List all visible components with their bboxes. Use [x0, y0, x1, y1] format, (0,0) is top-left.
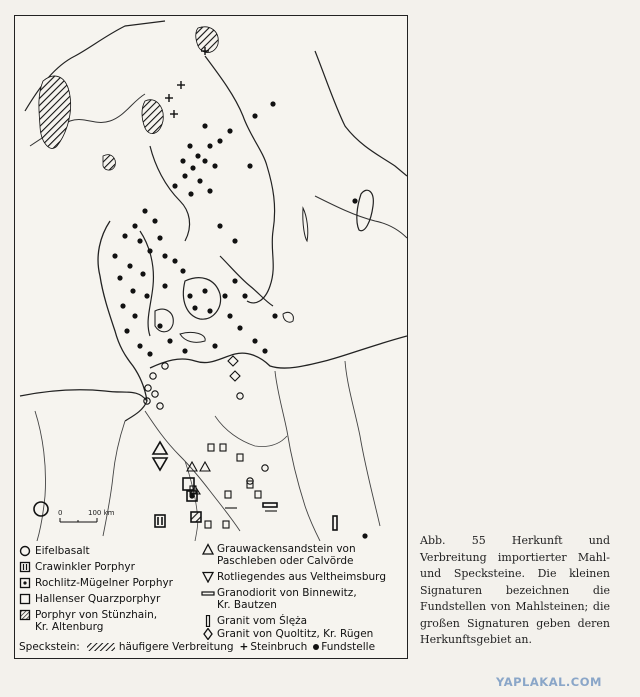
sweden-coast-east — [205, 56, 275, 303]
horizontal-bar-icon — [201, 587, 215, 599]
scale-bar — [60, 518, 97, 522]
figure-caption: Abb. 55 Herkunft und Verbreitung importierter Mahl- und Specksteine. Die kleinen Signaturen bezeichnen die Fundstellen von Mahlsteinen; die großen Signaturen geben deren Herkunftsgebiet an. — [420, 534, 610, 646]
river-weser — [103, 421, 125, 536]
rotliegendes-origin — [153, 458, 167, 470]
square-icon — [19, 593, 33, 605]
speckstein-cross-entry: + Steinbruch — [239, 641, 308, 653]
legend-eifelbasalt: Eifelbasalt — [19, 545, 90, 557]
soapstone-area-1 — [39, 76, 71, 148]
scale-zero-label: 0 — [58, 509, 63, 517]
river-havel — [215, 416, 287, 447]
soapstone-area-3 — [196, 27, 219, 53]
watermark: YAPLAKAL.COM — [496, 675, 602, 689]
crawinkler-origin — [155, 515, 165, 527]
legend-hallenser: Hallenser Quarzporphyr — [19, 593, 160, 605]
square-dot-icon — [19, 577, 33, 589]
jutland-east — [140, 231, 153, 336]
legend-grauwacke: Grauwackensandstein von Paschleben oder Calvörde — [201, 543, 356, 567]
scale-100-label: 100 km — [88, 509, 115, 517]
north-sea-coast — [20, 390, 147, 421]
funen — [155, 309, 173, 332]
cross-icon: + — [239, 641, 249, 653]
soapstone-area-4 — [103, 155, 115, 170]
square-hatch-icon — [19, 609, 33, 621]
soapstone-area-2 — [142, 100, 163, 134]
speckstein-hatch-entry: häufigere Verbreitung — [86, 641, 234, 653]
diamond-icon — [201, 628, 215, 640]
speckstein-legend-row — [19, 641, 409, 653]
baltic-east-shore — [315, 51, 407, 176]
map-legend — [14, 541, 408, 659]
zealand — [183, 278, 220, 320]
grauwacke-origin — [153, 442, 167, 454]
lolland — [180, 332, 205, 342]
gotland — [357, 190, 373, 231]
scania-coast — [220, 256, 273, 306]
river-oder — [275, 371, 320, 541]
square-double-bar-icon — [19, 561, 33, 573]
oland — [303, 208, 308, 241]
river-rhine — [35, 411, 46, 541]
legend-rotliegendes: Rotliegendes aus Veltheimsburg — [201, 571, 386, 583]
gulf-coast — [315, 196, 407, 238]
legend-crawinkler: Crawinkler Porphyr — [19, 561, 135, 573]
triangle-down-icon — [201, 571, 215, 583]
binnewitz-origin — [263, 503, 277, 507]
millstone-find-symbols — [144, 356, 277, 528]
dot-icon — [313, 644, 319, 650]
stunzhain-origin — [191, 512, 201, 522]
map-drawing — [15, 16, 407, 541]
jutland-coast — [98, 221, 147, 401]
distribution-map — [14, 15, 408, 542]
hallenser-origin — [183, 478, 194, 490]
legend-binnewitz: Granodiorit von Binnewitz, Kr. Bautzen — [201, 587, 357, 611]
river-vistula — [345, 361, 380, 526]
triangle-up-icon — [201, 543, 215, 555]
speckstein-dot-entry: Fundstelle — [313, 641, 375, 653]
circle-icon — [19, 545, 33, 557]
legend-sleza: Granit vom Ślęża — [201, 615, 307, 627]
sleza-origin — [333, 516, 337, 530]
speckstein-label: Speckstein: — [19, 641, 80, 653]
legend-stunzhain: Porphyr von Stünzhain, Kr. Altenburg — [19, 609, 157, 633]
bornholm — [283, 312, 293, 322]
quarry-crosses — [165, 47, 209, 118]
legend-rochlitz: Rochlitz-Mügelner Porphyr — [19, 577, 173, 589]
soapstone-find-dots — [112, 101, 367, 538]
hatch-swatch-icon — [86, 642, 116, 652]
eifelbasalt-origin — [34, 502, 48, 516]
vertical-bar-icon — [201, 615, 215, 627]
legend-quoltitz: Granit von Quoltitz, Kr. Rügen — [201, 628, 373, 640]
